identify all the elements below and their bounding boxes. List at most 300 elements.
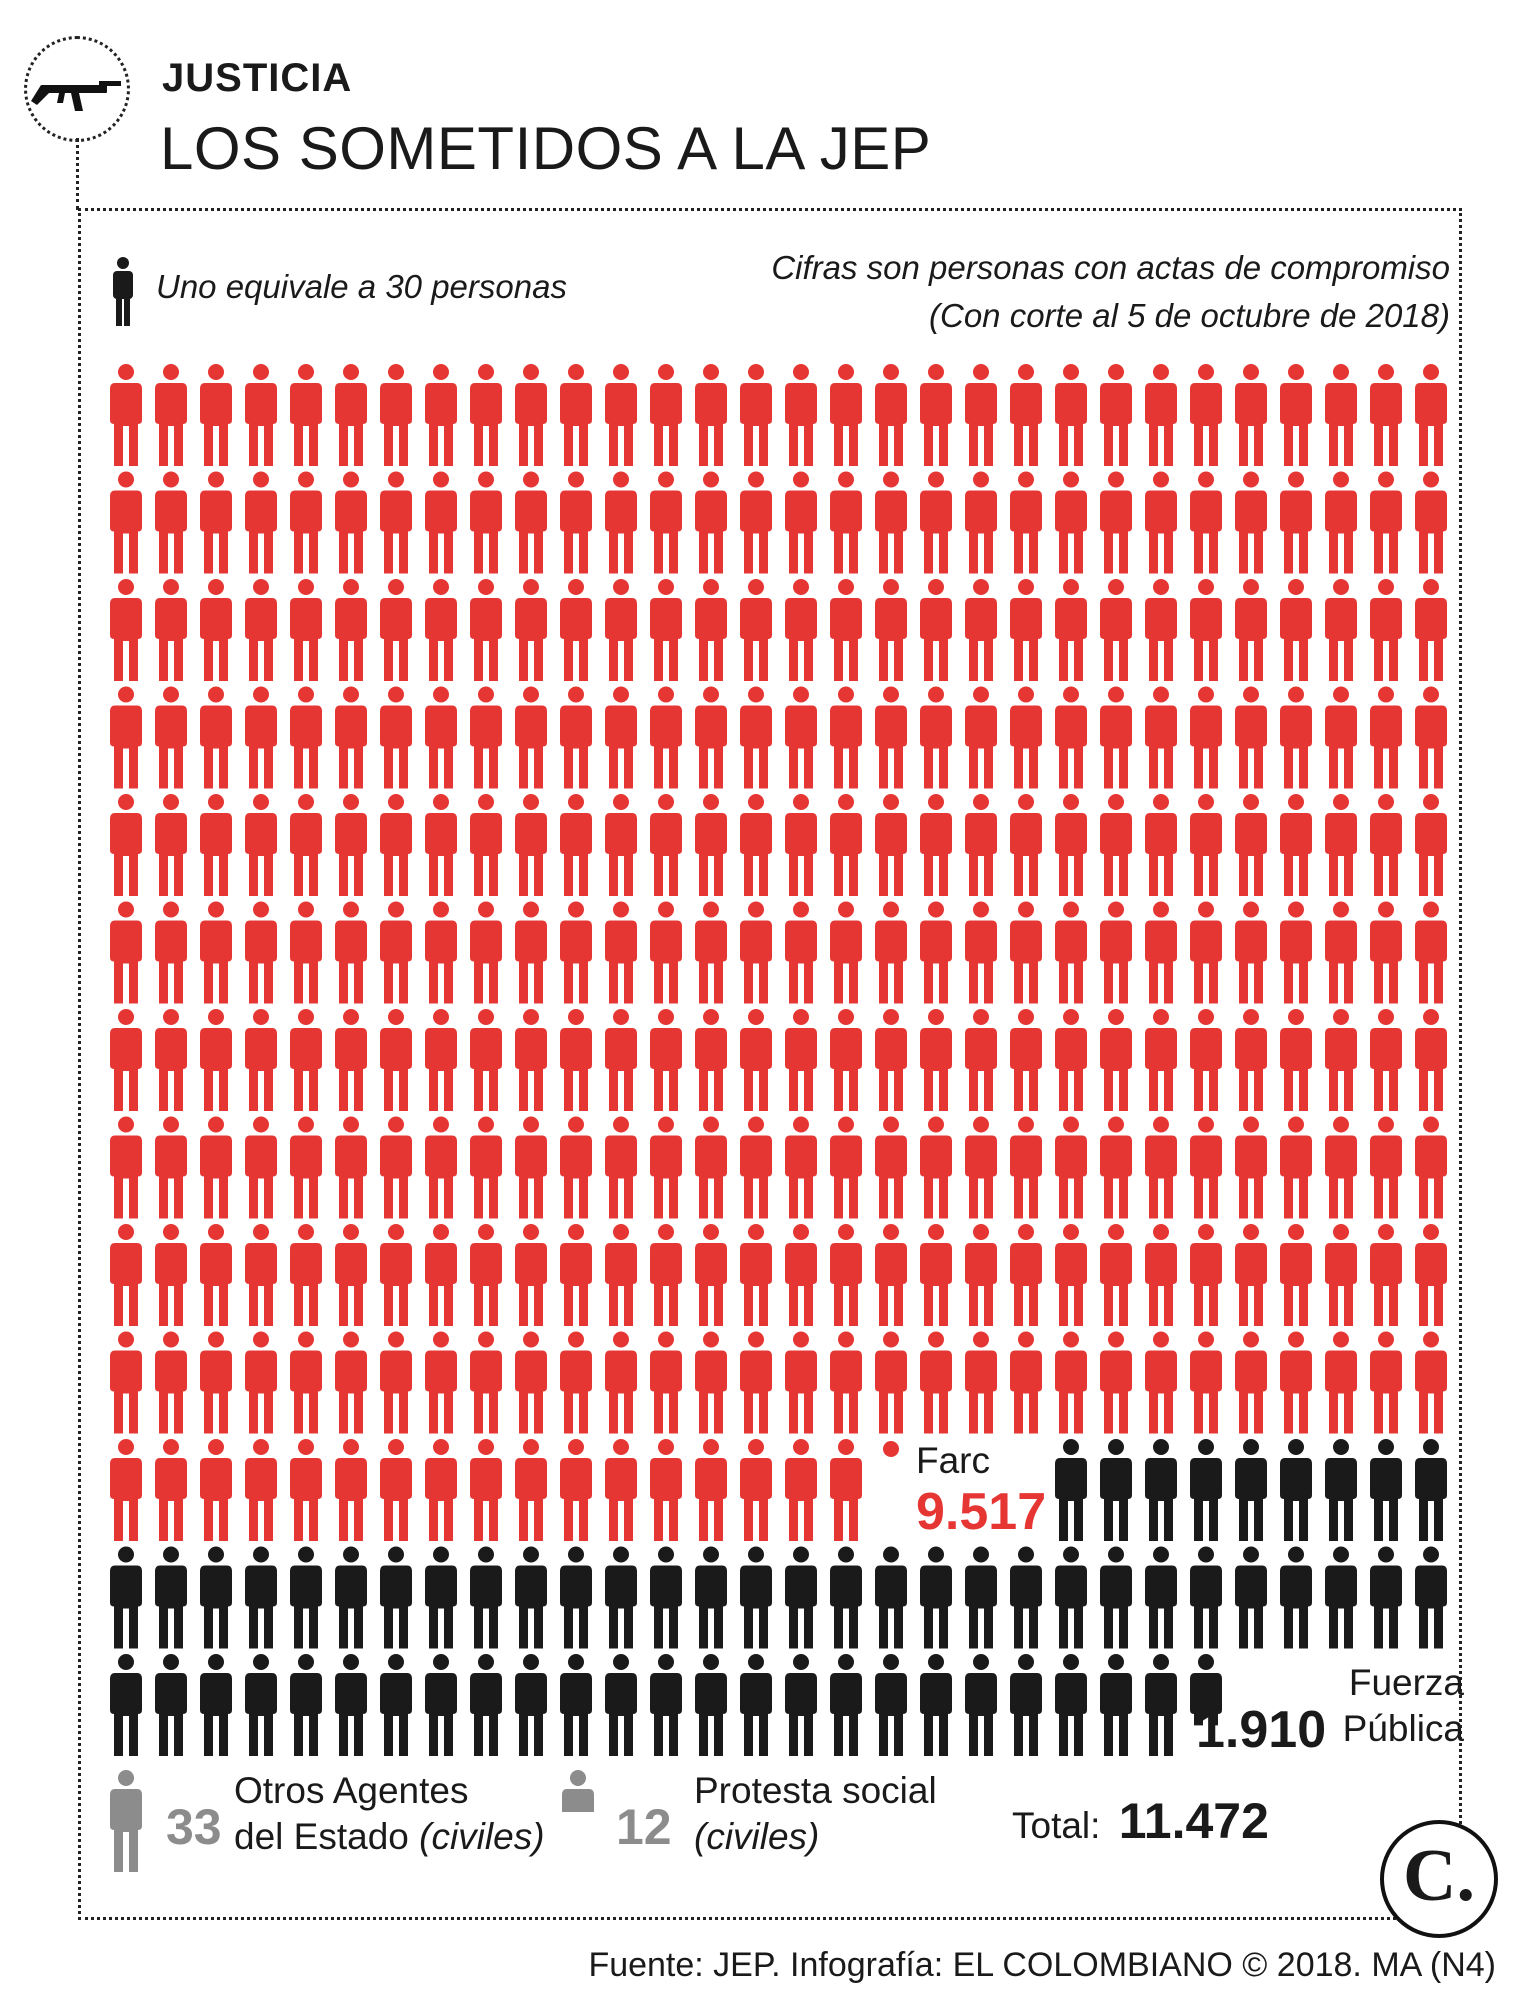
farc-person-icon xyxy=(1325,1009,1357,1111)
farc-person-icon xyxy=(1190,472,1222,574)
farc-person-icon xyxy=(1145,364,1177,466)
farc-person-icon xyxy=(335,1332,367,1434)
farc-person-icon xyxy=(335,1439,367,1541)
farc-person-icon xyxy=(695,1439,727,1541)
fuerza-publica-person-icon xyxy=(695,1547,727,1649)
fuerza-publica-line-2: Pública xyxy=(1342,1708,1464,1749)
farc-person-icon xyxy=(515,687,547,789)
farc-person-icon xyxy=(1145,794,1177,896)
fuerza-publica-person-icon xyxy=(740,1654,772,1756)
farc-person-icon xyxy=(1235,364,1267,466)
farc-person-icon xyxy=(1100,794,1132,896)
farc-person-icon xyxy=(560,1117,592,1219)
farc-person-icon xyxy=(470,902,502,1004)
farc-person-icon xyxy=(1325,472,1357,574)
farc-person-icon xyxy=(1055,902,1087,1004)
total-value: 11.472 xyxy=(1118,1793,1269,1849)
farc-person-icon xyxy=(1190,1332,1222,1434)
total xyxy=(1012,1792,1269,1850)
farc-person-icon xyxy=(695,364,727,466)
farc-person-icon xyxy=(1190,579,1222,681)
farc-person-icon xyxy=(650,1117,682,1219)
farc-person-icon xyxy=(605,1009,637,1111)
farc-person-icon xyxy=(560,902,592,1004)
fuerza-publica-person-icon xyxy=(965,1654,997,1756)
farc-person-icon xyxy=(785,687,817,789)
fuerza-publica-person-icon xyxy=(605,1547,637,1649)
farc-person-icon xyxy=(155,1332,187,1434)
farc-person-icon xyxy=(1145,1224,1177,1326)
fuerza-publica-person-icon xyxy=(425,1654,457,1756)
farc-person-icon xyxy=(335,687,367,789)
farc-person-icon xyxy=(650,794,682,896)
farc-person-icon xyxy=(740,1224,772,1326)
farc-person-icon xyxy=(380,1332,412,1434)
fuerza-publica-value: 1.910 xyxy=(1196,1701,1327,1759)
farc-person-icon xyxy=(560,794,592,896)
fuerza-publica-person-icon xyxy=(560,1547,592,1649)
fuerza-publica-person-icon xyxy=(1190,1547,1222,1649)
farc-person-icon xyxy=(335,1009,367,1111)
farc-person-icon xyxy=(830,902,862,1004)
farc-person-icon xyxy=(605,1332,637,1434)
farc-remainder-icon xyxy=(883,1441,899,1457)
farc-person-icon xyxy=(920,1224,952,1326)
farc-person-icon xyxy=(335,902,367,1004)
farc-person-icon xyxy=(830,794,862,896)
farc-person-icon xyxy=(380,1439,412,1541)
farc-person-icon xyxy=(875,687,907,789)
farc-person-icon xyxy=(785,902,817,1004)
farc-person-icon xyxy=(425,1439,457,1541)
fuerza-publica-person-icon xyxy=(155,1654,187,1756)
farc-person-icon xyxy=(425,1009,457,1111)
farc-person-icon xyxy=(560,1224,592,1326)
farc-person-icon xyxy=(290,364,322,466)
farc-person-icon xyxy=(650,1332,682,1434)
farc-person-icon xyxy=(965,1009,997,1111)
farc-person-icon xyxy=(470,1439,502,1541)
farc-person-icon xyxy=(740,1332,772,1434)
farc-person-icon xyxy=(1190,1117,1222,1219)
farc-person-icon xyxy=(830,364,862,466)
fuerza-publica-person-icon xyxy=(515,1654,547,1756)
farc-person-icon xyxy=(1055,579,1087,681)
farc-person-icon xyxy=(380,579,412,681)
otros-line-2: del Estado xyxy=(234,1816,409,1857)
farc-person-icon xyxy=(290,1009,322,1111)
fuerza-publica-person-icon xyxy=(380,1654,412,1756)
otros-count: 33 xyxy=(166,1799,222,1855)
fuerza-publica-person-icon xyxy=(875,1547,907,1649)
farc-person-icon xyxy=(1010,1332,1042,1434)
farc-person-icon xyxy=(380,1224,412,1326)
farc-person-icon xyxy=(290,1439,322,1541)
fuerza-publica-person-icon xyxy=(1145,1439,1177,1541)
farc-person-icon xyxy=(560,1332,592,1434)
farc-person-icon xyxy=(515,1439,547,1541)
fuerza-publica-person-icon xyxy=(110,1547,142,1649)
farc-person-icon xyxy=(965,579,997,681)
fuerza-publica-person-icon xyxy=(1055,1547,1087,1649)
fuerza-publica-person-icon xyxy=(1280,1439,1312,1541)
farc-person-icon xyxy=(1370,579,1402,681)
farc-person-icon xyxy=(695,1332,727,1434)
farc-person-icon xyxy=(785,364,817,466)
farc-person-icon xyxy=(1415,1117,1447,1219)
farc-person-icon xyxy=(380,902,412,1004)
farc-person-icon xyxy=(470,364,502,466)
farc-person-icon xyxy=(470,472,502,574)
farc-person-icon xyxy=(920,579,952,681)
farc-person-icon xyxy=(740,1439,772,1541)
farc-person-icon xyxy=(695,1009,727,1111)
fuerza-publica-person-icon xyxy=(965,1547,997,1649)
farc-person-icon xyxy=(1280,687,1312,789)
farc-person-icon xyxy=(245,687,277,789)
farc-person-icon xyxy=(1280,1009,1312,1111)
farc-person-icon xyxy=(1280,472,1312,574)
farc-person-icon xyxy=(1415,902,1447,1004)
farc-person-icon xyxy=(470,1332,502,1434)
farc-person-icon xyxy=(875,1009,907,1111)
farc-person-icon xyxy=(965,687,997,789)
otros-label xyxy=(234,1768,545,1860)
farc-person-icon xyxy=(1325,579,1357,681)
farc-person-icon xyxy=(200,1439,232,1541)
farc-person-icon xyxy=(515,1224,547,1326)
farc-person-icon xyxy=(920,794,952,896)
protesta-line-1: Protesta social xyxy=(694,1770,937,1811)
farc-person-icon xyxy=(830,1332,862,1434)
farc-person-icon xyxy=(1370,794,1402,896)
fuerza-publica-person-icon xyxy=(920,1547,952,1649)
farc-person-icon xyxy=(290,1224,322,1326)
farc-person-icon xyxy=(245,1332,277,1434)
farc-person-icon xyxy=(245,1117,277,1219)
fuerza-publica-person-icon xyxy=(290,1654,322,1756)
farc-person-icon xyxy=(290,1117,322,1219)
farc-person-icon xyxy=(920,687,952,789)
fuerza-publica-person-icon xyxy=(785,1547,817,1649)
farc-person-icon xyxy=(110,1117,142,1219)
farc-person-icon xyxy=(605,1117,637,1219)
farc-person-icon xyxy=(830,579,862,681)
fuerza-publica-person-icon xyxy=(200,1654,232,1756)
fuerza-publica-person-icon xyxy=(560,1654,592,1756)
farc-person-icon xyxy=(110,1332,142,1434)
farc-person-icon xyxy=(1190,794,1222,896)
farc-person-icon xyxy=(1100,1224,1132,1326)
farc-person-icon xyxy=(1100,902,1132,1004)
farc-person-icon xyxy=(875,472,907,574)
farc-person-icon xyxy=(110,1439,142,1541)
page-title: LOS SOMETIDOS A LA JEP xyxy=(160,115,932,182)
farc-person-icon xyxy=(830,1117,862,1219)
farc-person-icon xyxy=(425,794,457,896)
farc-person-icon xyxy=(1370,1117,1402,1219)
farc-person-icon xyxy=(245,579,277,681)
farc-person-icon xyxy=(875,364,907,466)
farc-person-icon xyxy=(1055,1224,1087,1326)
fuerza-publica-person-icon xyxy=(1145,1547,1177,1649)
farc-person-icon xyxy=(515,364,547,466)
fuerza-publica-label xyxy=(1324,1660,1464,1752)
farc-person-icon xyxy=(1190,364,1222,466)
note-line-2: (Con corte al 5 de octubre de 2018) xyxy=(929,297,1450,334)
farc-person-icon xyxy=(1280,1117,1312,1219)
farc-person-icon xyxy=(380,472,412,574)
farc-person-icon xyxy=(830,472,862,574)
farc-person-icon xyxy=(110,794,142,896)
farc-person-icon xyxy=(515,794,547,896)
farc-person-icon xyxy=(785,1009,817,1111)
farc-person-icon xyxy=(560,579,592,681)
farc-person-icon xyxy=(650,579,682,681)
farc-person-icon xyxy=(1415,472,1447,574)
farc-person-icon xyxy=(740,1009,772,1111)
farc-person-icon xyxy=(875,794,907,896)
farc-person-icon xyxy=(1145,902,1177,1004)
farc-person-icon xyxy=(1100,687,1132,789)
farc-person-icon xyxy=(650,1224,682,1326)
farc-person-icon xyxy=(335,1224,367,1326)
farc-person-icon xyxy=(290,579,322,681)
fuerza-publica-person-icon xyxy=(1235,1547,1267,1649)
farc-person-icon xyxy=(335,364,367,466)
farc-person-icon xyxy=(200,1332,232,1434)
farc-person-icon xyxy=(1145,687,1177,789)
fuerza-publica-person-icon xyxy=(1100,1547,1132,1649)
farc-person-icon xyxy=(1235,1332,1267,1434)
farc-person-icon xyxy=(1415,579,1447,681)
farc-person-icon xyxy=(1100,1009,1132,1111)
farc-person-icon xyxy=(200,794,232,896)
fuerza-publica-person-icon xyxy=(650,1654,682,1756)
farc-person-icon xyxy=(965,1224,997,1326)
farc-person-icon xyxy=(380,794,412,896)
fuerza-publica-person-icon xyxy=(875,1654,907,1756)
farc-person-icon xyxy=(110,902,142,1004)
farc-person-icon xyxy=(1190,1224,1222,1326)
farc-person-icon xyxy=(1145,1009,1177,1111)
farc-person-icon xyxy=(425,472,457,574)
farc-person-icon xyxy=(1370,364,1402,466)
farc-person-icon xyxy=(875,902,907,1004)
fuerza-publica-person-icon xyxy=(1370,1547,1402,1649)
farc-person-icon xyxy=(1280,1224,1312,1326)
el-colombiano-logo xyxy=(1380,1820,1498,1938)
protesta-label xyxy=(694,1768,937,1860)
fuerza-publica-person-icon xyxy=(1055,1439,1087,1541)
farc-person-icon xyxy=(515,1117,547,1219)
farc-person-icon xyxy=(1280,579,1312,681)
farc-person-icon xyxy=(1010,364,1042,466)
farc-person-icon xyxy=(1325,794,1357,896)
farc-person-icon xyxy=(785,1332,817,1434)
farc-person-icon xyxy=(1145,1117,1177,1219)
farc-person-icon xyxy=(1325,364,1357,466)
farc-person-icon xyxy=(335,579,367,681)
farc-person-icon xyxy=(515,579,547,681)
farc-person-icon xyxy=(155,794,187,896)
farc-person-icon xyxy=(695,1224,727,1326)
farc-person-icon xyxy=(380,1117,412,1219)
farc-person-icon xyxy=(380,364,412,466)
farc-person-icon xyxy=(740,902,772,1004)
farc-person-icon xyxy=(920,1009,952,1111)
farc-person-icon xyxy=(965,472,997,574)
farc-person-icon xyxy=(1325,687,1357,789)
farc-person-icon xyxy=(155,1439,187,1541)
farc-person-icon xyxy=(1010,1224,1042,1326)
farc-person-icon xyxy=(1280,794,1312,896)
farc-person-icon xyxy=(470,1224,502,1326)
farc-person-icon xyxy=(920,364,952,466)
fuerza-publica-person-icon xyxy=(695,1654,727,1756)
farc-person-icon xyxy=(1010,902,1042,1004)
farc-person-icon xyxy=(605,794,637,896)
farc-value: 9.517 xyxy=(916,1483,1047,1541)
farc-person-icon xyxy=(245,794,277,896)
farc-person-icon xyxy=(695,1117,727,1219)
farc-person-icon xyxy=(1145,472,1177,574)
farc-person-icon xyxy=(245,364,277,466)
farc-person-icon xyxy=(470,1009,502,1111)
farc-person-icon xyxy=(1235,902,1267,1004)
farc-person-icon xyxy=(650,687,682,789)
protesta-count: 12 xyxy=(616,1799,672,1855)
farc-person-icon xyxy=(1415,364,1447,466)
fuerza-publica-person-icon xyxy=(1100,1654,1132,1756)
farc-person-icon xyxy=(1280,1332,1312,1434)
farc-person-icon xyxy=(290,794,322,896)
fuerza-publica-person-icon xyxy=(200,1547,232,1649)
fuerza-publica-person-icon xyxy=(1235,1439,1267,1541)
farc-person-icon xyxy=(1235,472,1267,574)
farc-person-icon xyxy=(1100,579,1132,681)
farc-person-icon xyxy=(650,364,682,466)
farc-person-icon xyxy=(1235,1117,1267,1219)
farc-person-icon xyxy=(560,1439,592,1541)
fuerza-publica-person-icon xyxy=(1415,1439,1447,1541)
farc-person-icon xyxy=(605,364,637,466)
farc-person-icon xyxy=(1325,1332,1357,1434)
farc-person-icon xyxy=(830,1009,862,1111)
farc-person-icon xyxy=(605,1439,637,1541)
farc-person-icon xyxy=(560,1009,592,1111)
farc-person-icon xyxy=(740,472,772,574)
fuerza-publica-person-icon xyxy=(515,1547,547,1649)
farc-person-icon xyxy=(695,687,727,789)
farc-person-icon xyxy=(155,1117,187,1219)
farc-person-icon xyxy=(695,579,727,681)
farc-person-icon xyxy=(785,1439,817,1541)
farc-person-icon xyxy=(1235,687,1267,789)
farc-person-icon xyxy=(650,1439,682,1541)
farc-person-icon xyxy=(785,1117,817,1219)
fuerza-publica-person-icon xyxy=(1010,1654,1042,1756)
fuerza-publica-person-icon xyxy=(1100,1439,1132,1541)
farc-person-icon xyxy=(245,472,277,574)
fuerza-publica-person-icon xyxy=(830,1547,862,1649)
farc-person-icon xyxy=(1415,1009,1447,1111)
otros-line-1: Otros Agentes xyxy=(234,1770,469,1811)
farc-person-icon xyxy=(200,1117,232,1219)
farc-person-icon xyxy=(1055,364,1087,466)
farc-person-icon xyxy=(515,1009,547,1111)
farc-person-icon xyxy=(1235,1009,1267,1111)
farc-person-icon xyxy=(1055,687,1087,789)
farc-person-icon xyxy=(965,902,997,1004)
fuerza-publica-person-icon xyxy=(1280,1547,1312,1649)
farc-person-icon xyxy=(1010,1117,1042,1219)
farc-person-icon xyxy=(1325,1117,1357,1219)
farc-person-icon xyxy=(110,687,142,789)
farc-person-icon xyxy=(1280,902,1312,1004)
farc-person-icon xyxy=(290,687,322,789)
fuerza-publica-person-icon xyxy=(1325,1439,1357,1541)
farc-person-icon xyxy=(1280,364,1312,466)
farc-person-icon xyxy=(515,902,547,1004)
farc-person-icon xyxy=(470,687,502,789)
fuerza-publica-person-icon xyxy=(380,1547,412,1649)
farc-person-icon xyxy=(920,1332,952,1434)
otros-civiles: (civiles) xyxy=(419,1816,545,1857)
farc-person-icon xyxy=(200,472,232,574)
farc-person-icon xyxy=(560,364,592,466)
fuerza-publica-person-icon xyxy=(470,1547,502,1649)
farc-person-icon xyxy=(380,687,412,789)
farc-person-icon xyxy=(470,1117,502,1219)
farc-person-icon xyxy=(425,364,457,466)
farc-person-icon xyxy=(155,1224,187,1326)
otros-line-2-wrap xyxy=(234,1814,545,1860)
fuerza-publica-person-icon xyxy=(740,1547,772,1649)
farc-person-icon xyxy=(1370,902,1402,1004)
farc-person-icon xyxy=(785,472,817,574)
fuerza-publica-person-icon xyxy=(605,1654,637,1756)
farc-person-icon xyxy=(1100,472,1132,574)
farc-person-icon xyxy=(785,1224,817,1326)
farc-person-icon xyxy=(695,794,727,896)
farc-person-icon xyxy=(155,364,187,466)
farc-person-icon xyxy=(1415,1224,1447,1326)
farc-person-icon xyxy=(200,687,232,789)
farc-person-icon xyxy=(1010,687,1042,789)
farc-person-icon xyxy=(830,1224,862,1326)
farc-person-icon xyxy=(110,1009,142,1111)
fuerza-publica-person-icon xyxy=(650,1547,682,1649)
farc-person-icon xyxy=(1190,687,1222,789)
farc-person-icon xyxy=(110,1224,142,1326)
farc-person-icon xyxy=(695,472,727,574)
total-label: Total: xyxy=(1012,1805,1101,1846)
fuerza-publica-person-icon xyxy=(335,1654,367,1756)
protesta-person-icon xyxy=(560,1770,596,1812)
farc-person-icon xyxy=(290,902,322,1004)
farc-person-icon xyxy=(245,1224,277,1326)
farc-person-icon xyxy=(1415,687,1447,789)
fuerza-publica-person-icon xyxy=(920,1654,952,1756)
farc-person-icon xyxy=(605,472,637,574)
farc-person-icon xyxy=(155,579,187,681)
farc-person-icon xyxy=(740,1117,772,1219)
farc-person-icon xyxy=(965,1332,997,1434)
farc-person-icon xyxy=(425,687,457,789)
farc-person-icon xyxy=(1415,1332,1447,1434)
farc-person-icon xyxy=(1370,687,1402,789)
